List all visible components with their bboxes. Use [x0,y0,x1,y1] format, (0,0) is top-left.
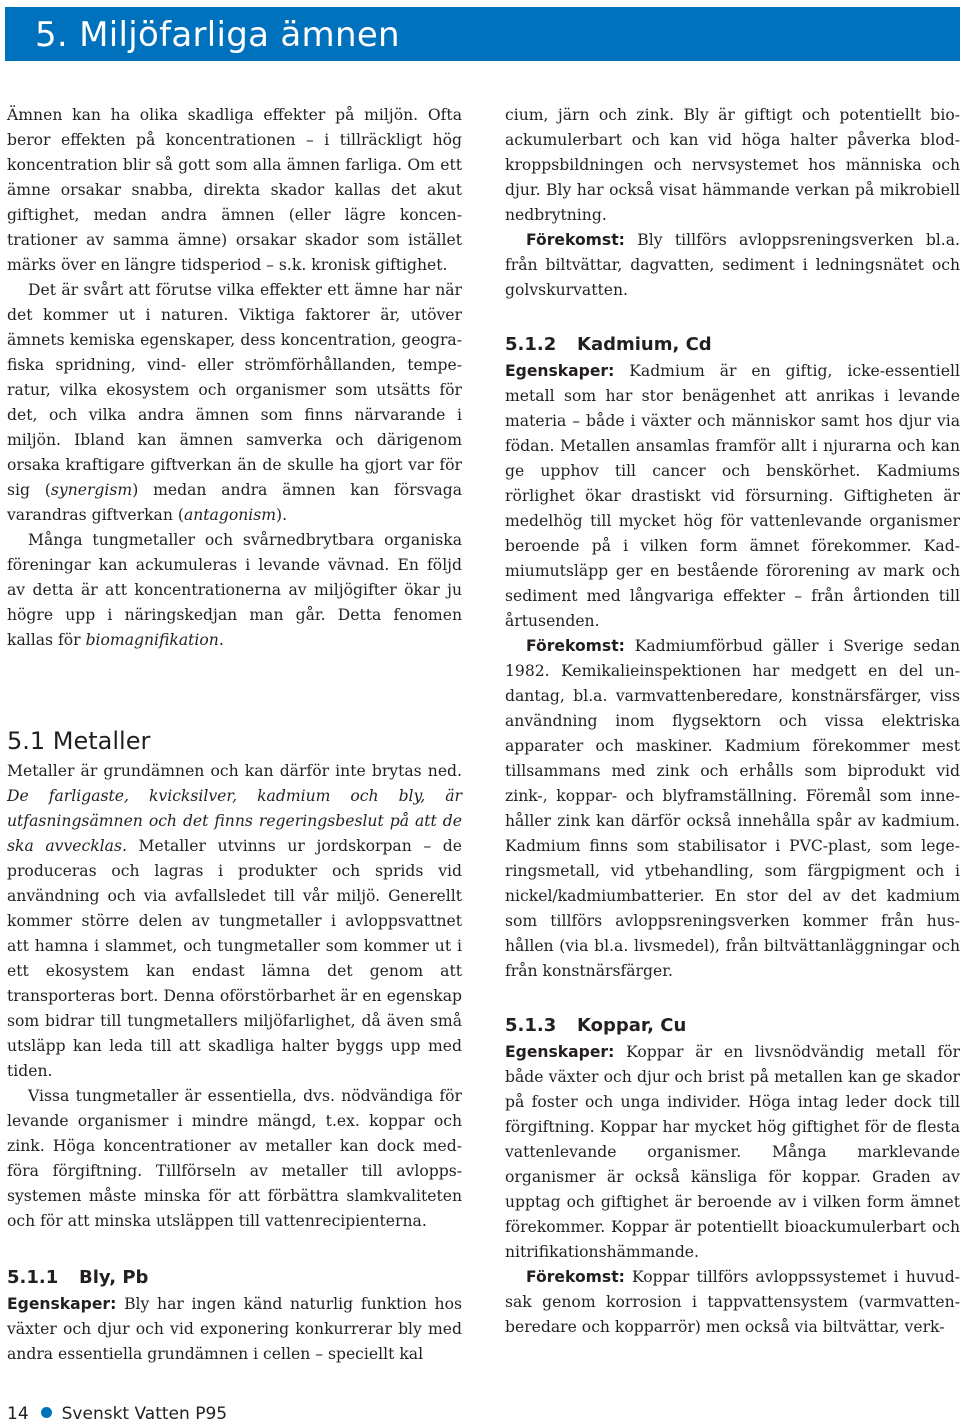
intro-text-f: . [218,631,224,649]
koppar-forekomst-text: Koppar tillförs avloppssystemet i huvudsak genom korrosion i tappvattensystem (varmvattenberedare och kopparrör) men också via biltvättar, verk- [505,1268,960,1336]
metaller-text-c: Vissa tungmetaller är essentiella, dvs. nödvändiga för levande organismer i mindre mängd, t.ex. koppar och zink. Höga koncentrationer av metaller kan dock medföra förgiftning. Tillförseln av metaller till avloppssystemen måste minska för att förbättra slamkvaliteten och för att minska utsläppen till vattenrecipienterna. [7,1087,462,1230]
kadmium-text: Kadmium är en giftig, icke-essentiell metall som har stor benägenhet att anrikas i levande materia – både i växter och människor samt hos djur via födan. Metallen ansamlas framför allt i njurarna och kan ge upphov till cancer och benskörhet. Kadmiums rörlighet ökar drastiskt vid försurning. Giftigheten är medelhög till mycket hög för vattenlevande organismer beroende på i vilken form ämnet förekommer. Kadmiumutsläpp ger en bestående förorening av mark och sediment med långvariga effekter – från årtionden till årtusenden. [505,362,960,630]
subsection-heading-bly [7,1264,462,1292]
intro-text-a: Ämnen kan ha olika skadliga effekter på miljön. Ofta beror effekten på koncentrationen – i tillräckligt hög koncentration blir så gott som alla ämnen farliga. Om ett ämne orsakar snabba, direkta skador kallas det akut giftighet, medan andra ämnen (eller lägre koncentrationer av samma ämne) orsakar skador som istället märks över en längre tidsperiod – s.k. kronisk giftighet. [7,106,462,274]
metaller-paragraph-2 [7,1084,462,1234]
intro-paragraph-1 [7,103,462,278]
bullet-dot-icon [41,1407,52,1418]
intro-text-b: Det är svårt att förutse vilka effekter ett ämne har när det kommer ut i naturen. Viktiga faktorer är, utöver ämnets kemiska egenskaper, dess koncentration, geografiska spridning, vind- eller strömförhållanden, temperatur, vilka ekosystem och organismer som utsätts för det, och vilka andra ämnen som finns närvarande i miljön. Ibland kan ämnen samverka och därigenom orsaka kraftigare giftverkan än de skulle ha gjort var för sig ( [7,281,462,499]
intro-text-e: Många tungmetaller och svårnedbrytbara organiska föreningar kan ackumuleras i levande vävnad. En följd av detta är att koncentrationerna av miljögifter ökar ju högre upp i näringskedjan man går. Detta fenomen kallas för [7,531,462,649]
term-antagonism: antagonism [183,506,277,524]
term-biomagnifikation: biomagnifikation [85,631,219,649]
page-footer [7,1402,227,1426]
intro-text-c: ) medan andra ämnen kan försvaga varandras giftverkan ( [7,481,463,524]
term-synergism: synergism [50,481,133,499]
bly-paragraph [7,1292,462,1367]
subsection-title: Koppar, Cu [577,1015,687,1036]
metaller-text-a: Metaller är grundämnen och kan därför inte brytas ned. [7,762,462,780]
metaller-italic-text: De farligaste, kvicksilver, kadmium och bly, är utfasningsämnen och det finns regeringsbeslut på att de ska avvecklas. [7,787,462,855]
page-number: 14 [7,1404,29,1424]
egenskaper-label: Egenskaper: [7,1295,117,1313]
bly-continued-paragraph [505,103,960,228]
intro-text-d: ). [276,506,288,524]
intro-paragraph-3 [7,528,462,653]
chapter-title: 5. Miljöfarliga ämnen [35,15,400,55]
subsection-title: Kadmium, Cd [577,334,712,355]
koppar-forekomst-paragraph [505,1265,960,1340]
subsection-heading-kadmium [505,331,960,359]
kadmium-paragraph [505,359,960,634]
bly-forekomst-text: Bly tillförs avloppsreningsverken bl.a. från biltvättar, dagvatten, sediment i ledningsnätet och golvskurvatten. [505,231,960,299]
intro-paragraph-2 [7,278,462,528]
metaller-text-b: Metaller utvinns ur jordskorpan – de produceras och lagras i produkter och sprids vid användning och via avfallsledet till vår miljö. Generellt kommer större delen av tungmetaller i avloppsvattnet att hamna i slammet, och tungmetaller som kommer ut i ett ekosystem kan endast lämna det genom att transporteras bort. Denna oförstörbarhet är en egenskap som bidrar till tungmetallers miljöfarlighet, då även små utsläpp kan leda till att skadliga halter byggs upp med tiden. [7,837,462,1080]
bly-text: Bly har ingen känd naturlig funktion hos växter och djur och vid exponering konkurrerar bly med andra essentiella grundämnen i cellen – speciellt kal [7,1295,462,1363]
kadmium-forekomst-paragraph [505,634,960,984]
subsection-number: 5.1.2 [505,334,557,355]
section-heading-metaller: 5.1 Metaller [7,727,151,755]
bly-forekomst-paragraph [505,228,960,303]
egenskaper-label: Egenskaper: [505,1043,615,1061]
forekomst-label: Förekomst: [526,1268,625,1286]
metaller-paragraph-1 [7,759,462,1084]
forekomst-label: Förekomst: [526,231,625,249]
right-column [505,103,960,1340]
subsection-title: Bly, Pb [79,1267,149,1288]
forekomst-label: Förekomst: [526,637,625,655]
left-column [7,103,462,1367]
publication-name: Svenskt Vatten P95 [61,1404,228,1424]
chapter-header-bar [5,7,960,61]
subsection-number: 5.1.1 [7,1267,59,1288]
egenskaper-label: Egenskaper: [505,362,615,380]
subsection-heading-koppar [505,1012,960,1040]
subsection-number: 5.1.3 [505,1015,557,1036]
koppar-text: Koppar är en livsnödvändig metall för både växter och djur och brist på metallen kan ge skador på foster och unga individer. Höga intag leder dock till förgiftning. Koppar har mycket hög giftighet för de flesta vattenlevande organismer. Många marklevande organismer är också känsliga för koppar. Graden av upptag och giftighet är beroende av i vilken form ämnet förekommer. Koppar är potentiellt bioackumulerbart och nitrifikationshämmande. [505,1043,960,1261]
kadmium-forekomst-text: Kadmiumförbud gäller i Sverige sedan 1982. Kemikalieinspektionen har medgett en del undantag, bl.a. varmvattenberedare, konstnärsfärger, viss användning inom flygsektorn och vissa elektriska apparater och maskiner. Kadmium förekommer mest tillsammans med zink och erhålls som biprodukt vid zink-, koppar- och blyframställning. Föremål som innehåller zink kan därför också innehålla spår av kadmium. Kadmium finns som stabilisator i PVC-plast, som legeringsmetall, vid ytbehandling, som färgpigment och i nickel/kadmiumbatterier. En stor del av det kadmium som tillförs avloppsreningsverken kommer från hushållen (via bl.a. livsmedel), från biltvättanläggningar och från konstnärsfärger. [505,637,960,980]
bly-continued-text: cium, järn och zink. Bly är giftigt och potentiellt bioackumulerbart och kan vid höga halter påverka blodkroppsbildningen och nervsystemet hos människa och djur. Bly har också visat hämmande verkan på mikrobiell nedbrytning. [505,106,960,224]
koppar-paragraph [505,1040,960,1265]
